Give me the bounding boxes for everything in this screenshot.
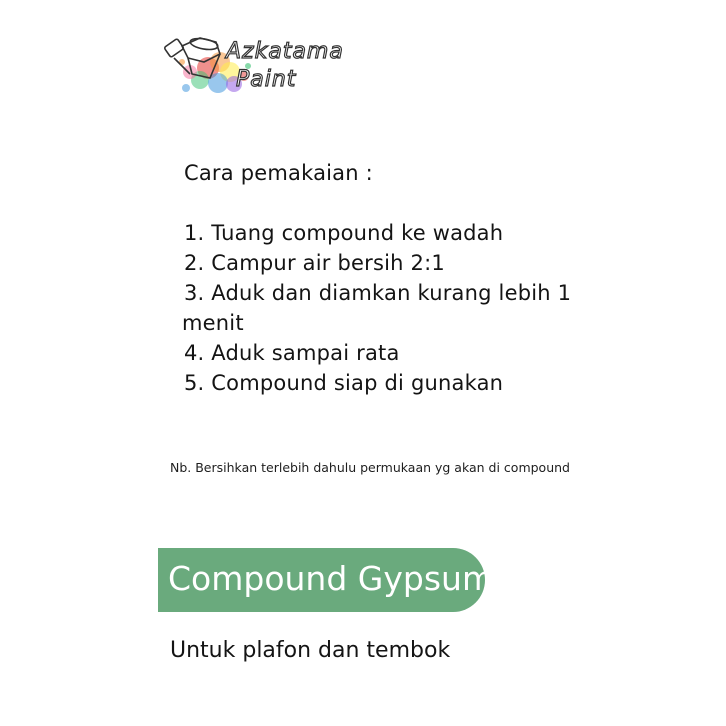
instructions-heading: Cara pemakaian : (184, 161, 373, 185)
step-item (184, 278, 604, 338)
step-item (184, 368, 604, 398)
step-text: 5. Compound siap di gunakan (184, 371, 504, 395)
step-text: 1. Tuang compound ke wadah (184, 221, 504, 245)
step-item (184, 338, 604, 368)
brand-logo (160, 28, 370, 100)
note-text: Nb. Bersihkan terlebih dahulu permukaan yg akan di compound (170, 460, 570, 475)
product-subtitle: Untuk plafon dan tembok (170, 638, 451, 663)
step-text: 4. Aduk sampai rata (184, 341, 400, 365)
product-title: Compound Gypsum (168, 559, 495, 598)
usage-instructions (184, 158, 604, 398)
step-text: 2. Campur air bersih 2:1 (184, 251, 445, 275)
brand-name-line1: Azkatama (226, 39, 344, 64)
paint-can-splash-icon (160, 28, 370, 100)
product-banner (158, 548, 495, 612)
step-text-continuation: menit (182, 311, 244, 335)
step-item (184, 248, 604, 278)
brand-name-line2: Paint (236, 67, 297, 92)
steps-list (184, 218, 604, 398)
step-text: 3. Aduk dan diamkan kurang lebih 1 (184, 281, 572, 305)
step-item (184, 218, 604, 248)
